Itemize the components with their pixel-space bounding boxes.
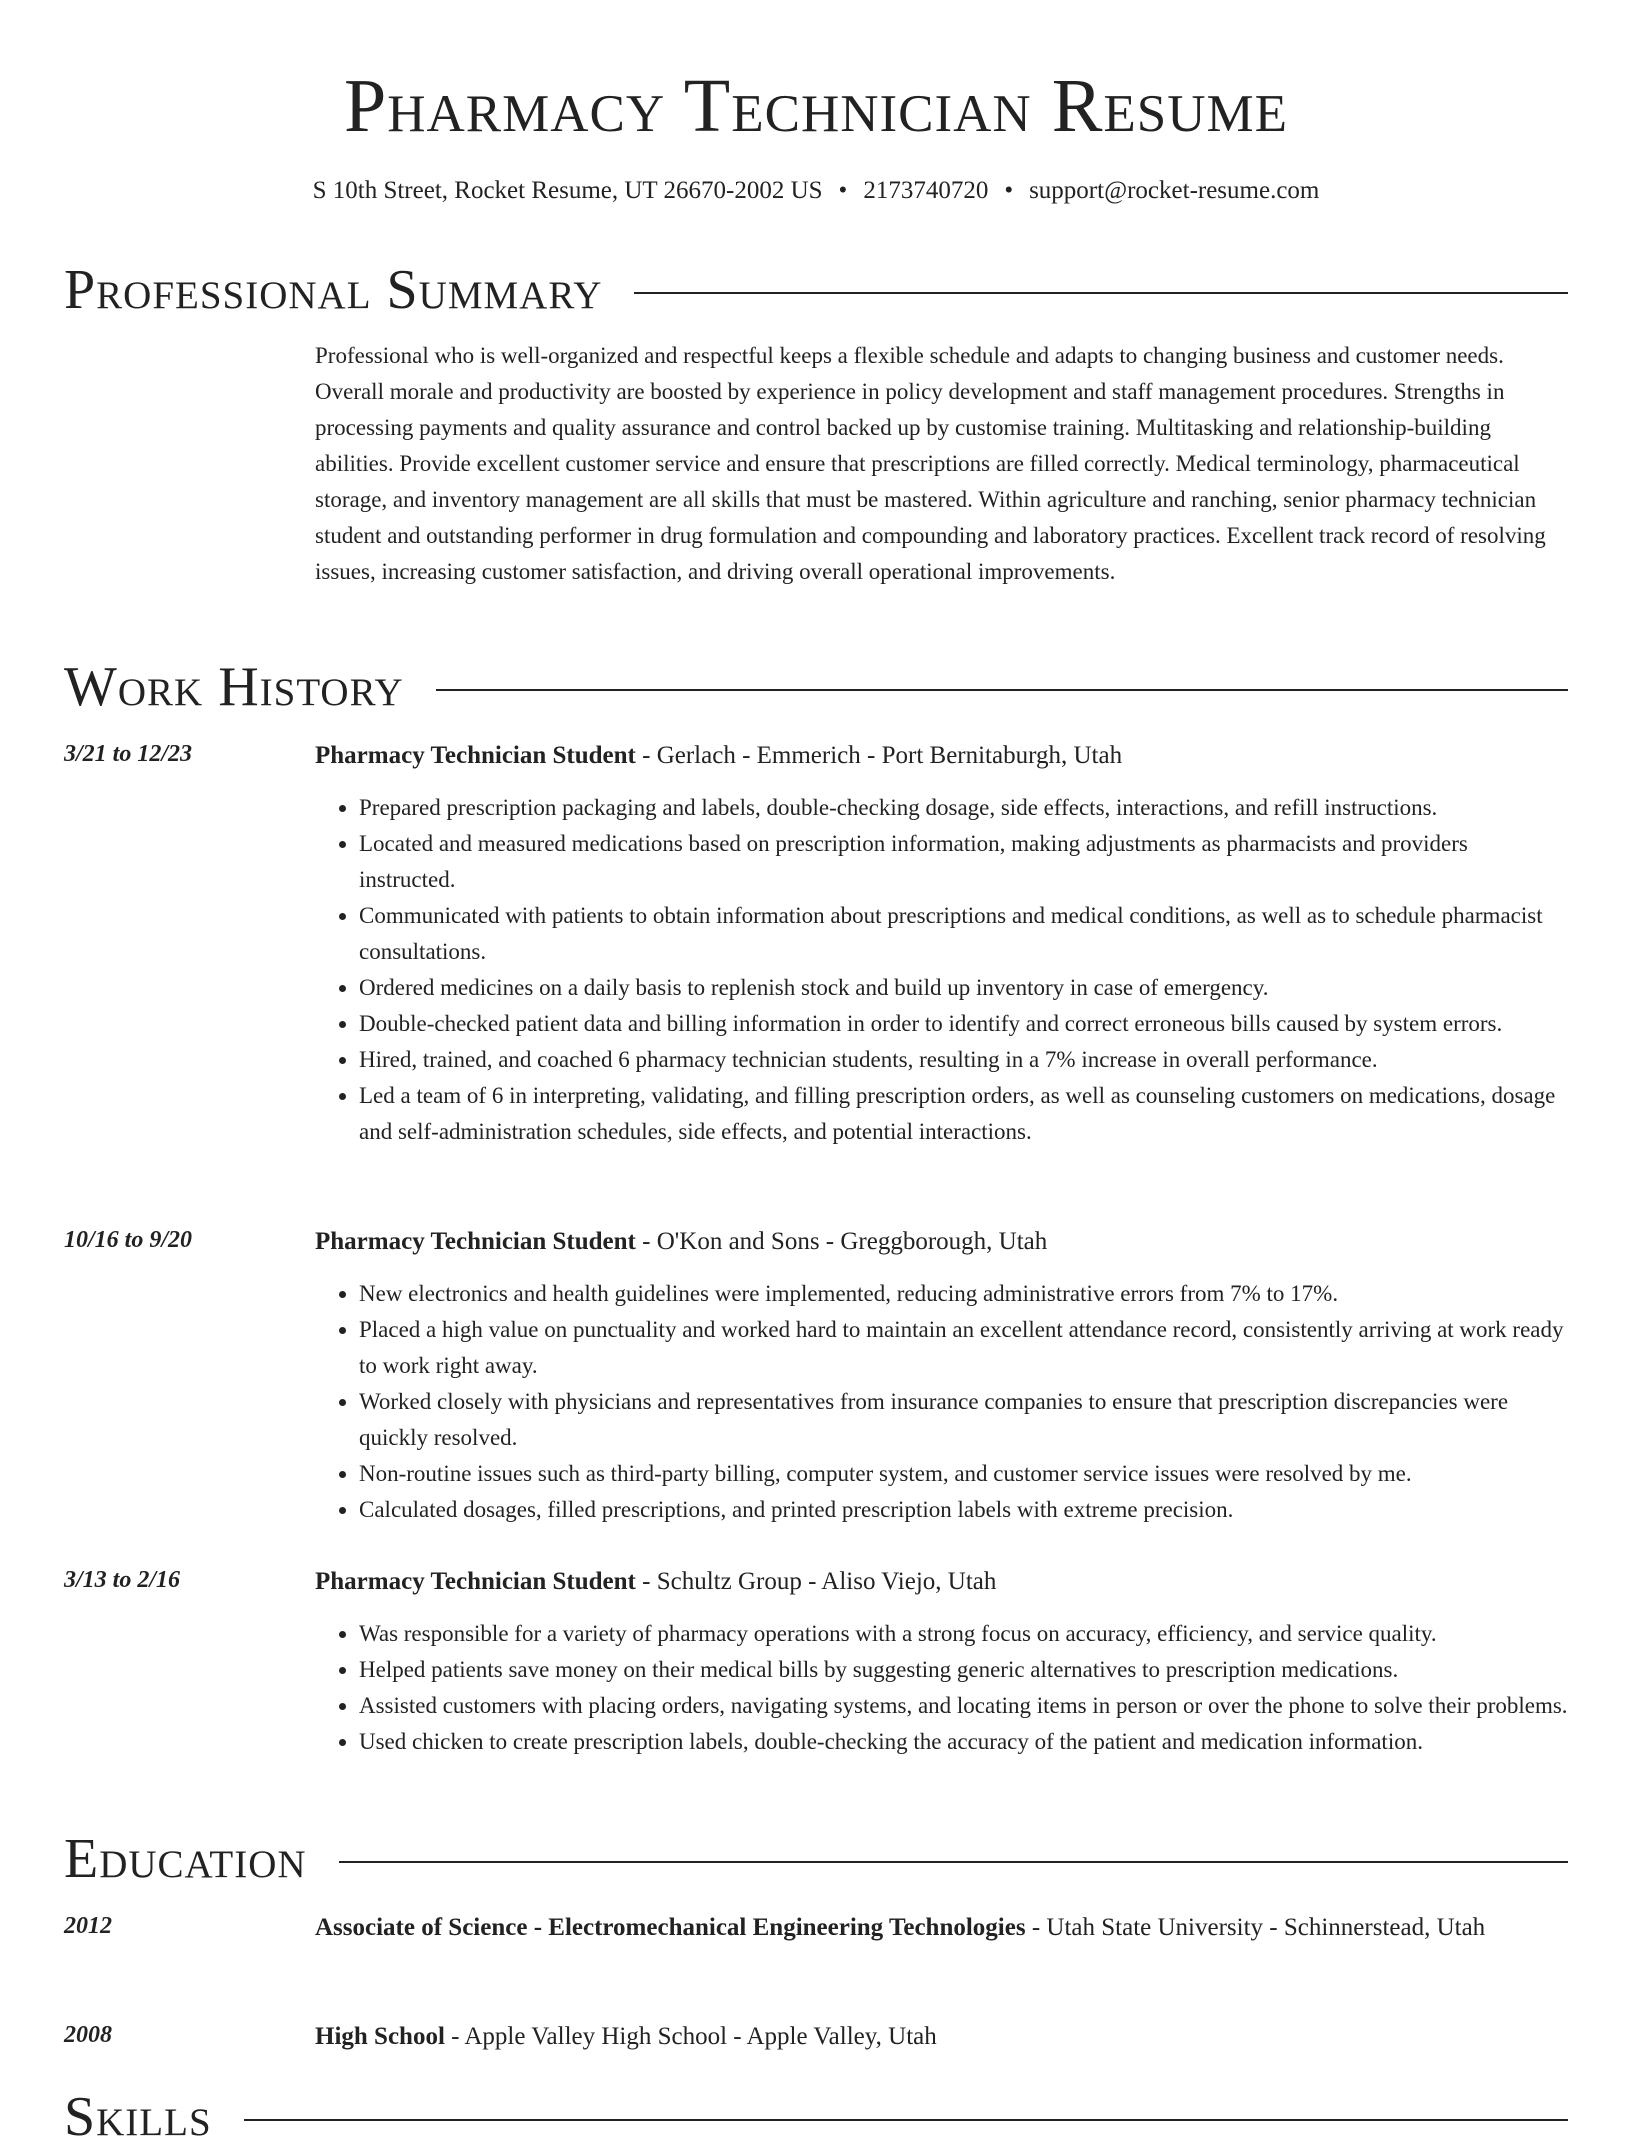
contact-address: S 10th Street, Rocket Resume, UT 26670-2002 US <box>312 177 823 204</box>
section-header-skills <box>64 2082 1568 2152</box>
job-title: Pharmacy Technician Student <box>315 1228 636 1255</box>
work-entry <box>64 736 1568 1150</box>
work-dates: 10/16 to 9/20 <box>64 1227 193 1253</box>
education-year: 2008 <box>64 2022 112 2048</box>
section-divider <box>244 2119 1568 2121</box>
bullet-item: • Prepared prescription packaging and labels, double-checking dosage, side effects, interactions, and refill instructions. <box>359 790 1568 826</box>
section-header-work-history <box>64 652 1568 722</box>
contact-separator: • <box>1004 177 1014 204</box>
degree-name: Associate of Science - Electromechanical Engineering Technologies <box>315 1914 1026 1941</box>
section-title: Education <box>64 1828 307 1890</box>
section-title: Professional Summary <box>64 259 603 321</box>
education-heading <box>315 2017 1568 2057</box>
job-details: - O'Kon and Sons - Greggborough, Utah <box>635 1228 1048 1255</box>
bullet-item: • Communicated with patients to obtain information about prescriptions and medical conditions, as well as to schedule pharmacist consultations. <box>359 898 1568 970</box>
school-details: - Utah State University - Schinnerstead, Utah <box>1025 1914 1486 1941</box>
section-divider <box>634 292 1568 294</box>
education-entry <box>64 2017 1568 2057</box>
section-divider <box>436 689 1568 691</box>
bullet-item: • Helped patients save money on their medical bills by suggesting generic alternatives to prescription medications. <box>359 1652 1568 1688</box>
section-divider <box>339 1861 1568 1863</box>
bullet-item: • Hired, trained, and coached 6 pharmacy technician students, resulting in a 7% increase in overall performance. <box>359 1042 1568 1078</box>
contact-phone: 2173740720 <box>863 177 989 204</box>
work-dates: 3/13 to 2/16 <box>64 1567 181 1593</box>
school-details: - Apple Valley High School - Apple Valley, Utah <box>444 2023 937 2050</box>
contact-separator: • <box>838 177 848 204</box>
bullet-item: • Placed a high value on punctuality and worked hard to maintain an excellent attendance record, consistently arriving at work ready to work right away. <box>359 1312 1568 1384</box>
education-year: 2012 <box>64 1913 112 1939</box>
job-title: Pharmacy Technician Student <box>315 742 636 769</box>
work-heading <box>315 736 1568 776</box>
bullet-item: • Ordered medicines on a daily basis to replenish stock and build up inventory in case of emergency. <box>359 970 1568 1006</box>
bullet-item: • Led a team of 6 in interpreting, validating, and filling prescription orders, as well as counseling customers on medications, dosage and self-administration schedules, side effects, and potential interactions. <box>359 1078 1568 1150</box>
bullet-item: • Non-routine issues such as third-party billing, computer system, and customer service issues were resolved by me. <box>359 1456 1568 1492</box>
section-title: Skills <box>64 2086 212 2148</box>
bullet-item: • Was responsible for a variety of pharmacy operations with a strong focus on accuracy, efficiency, and service quality. <box>359 1616 1568 1652</box>
section-title: Work History <box>64 656 404 718</box>
degree-name: High School <box>315 2023 445 2050</box>
bullet-item: • Used chicken to create prescription labels, double-checking the accuracy of the patient and medication information. <box>359 1724 1568 1760</box>
bullet-item: • Calculated dosages, filled prescriptions, and printed prescription labels with extreme precision. <box>359 1492 1568 1528</box>
bullet-item: • Worked closely with physicians and representatives from insurance companies to ensure that prescription discrepancies were quickly resolved. <box>359 1384 1568 1456</box>
bullet-item: • Located and measured medications based on prescription information, making adjustments as pharmacists and providers instructed. <box>359 826 1568 898</box>
work-entry <box>64 1562 1568 1760</box>
section-header-summary <box>64 255 1568 325</box>
work-heading <box>315 1562 1568 1602</box>
bullet-item: • Assisted customers with placing orders, navigating systems, and locating items in person or over the phone to solve their problems. <box>359 1688 1568 1724</box>
work-bullets <box>315 1616 1568 1760</box>
work-heading <box>315 1222 1568 1262</box>
education-heading <box>315 1908 1568 1948</box>
work-dates: 3/21 to 12/23 <box>64 741 193 767</box>
bullet-item: • Double-checked patient data and billing information in order to identify and correct erroneous bills caused by system errors. <box>359 1006 1568 1042</box>
section-header-education <box>64 1824 1568 1894</box>
work-bullets <box>315 1276 1568 1528</box>
document-title: Pharmacy Technician Resume <box>343 64 1289 148</box>
contact-line <box>0 174 1632 208</box>
job-details: - Gerlach - Emmerich - Port Bernitaburgh, Utah <box>635 742 1123 769</box>
job-title: Pharmacy Technician Student <box>315 1568 636 1595</box>
work-entry <box>64 1222 1568 1528</box>
contact-email: support@rocket-resume.com <box>1029 177 1320 204</box>
education-entry <box>64 1908 1568 1948</box>
summary-text: Professional who is well-organized and respectful keeps a flexible schedule and adapts to changing business and customer needs. Overall morale and productivity are boosted by experience in policy development and staff management procedures. Strengths in processing payments and quality assurance and control backed up by customise training. Multitasking and relationship-building abilities. Provide excellent customer service and ensure that prescriptions are filled correctly. Medical terminology, pharmaceutical storage, and inventory management are all skills that must be mastered. Within agriculture and ranching, senior pharmacy technician student and outstanding performer in drug formulation and compounding and laboratory practices. Excellent track record of resolving issues, increasing customer satisfaction, and driving overall operational improvements. <box>315 343 1546 584</box>
work-bullets <box>315 790 1568 1150</box>
bullet-item: • New electronics and health guidelines were implemented, reducing administrative errors from 7% to 17%. <box>359 1276 1568 1312</box>
job-details: - Schultz Group - Aliso Viejo, Utah <box>635 1568 997 1595</box>
